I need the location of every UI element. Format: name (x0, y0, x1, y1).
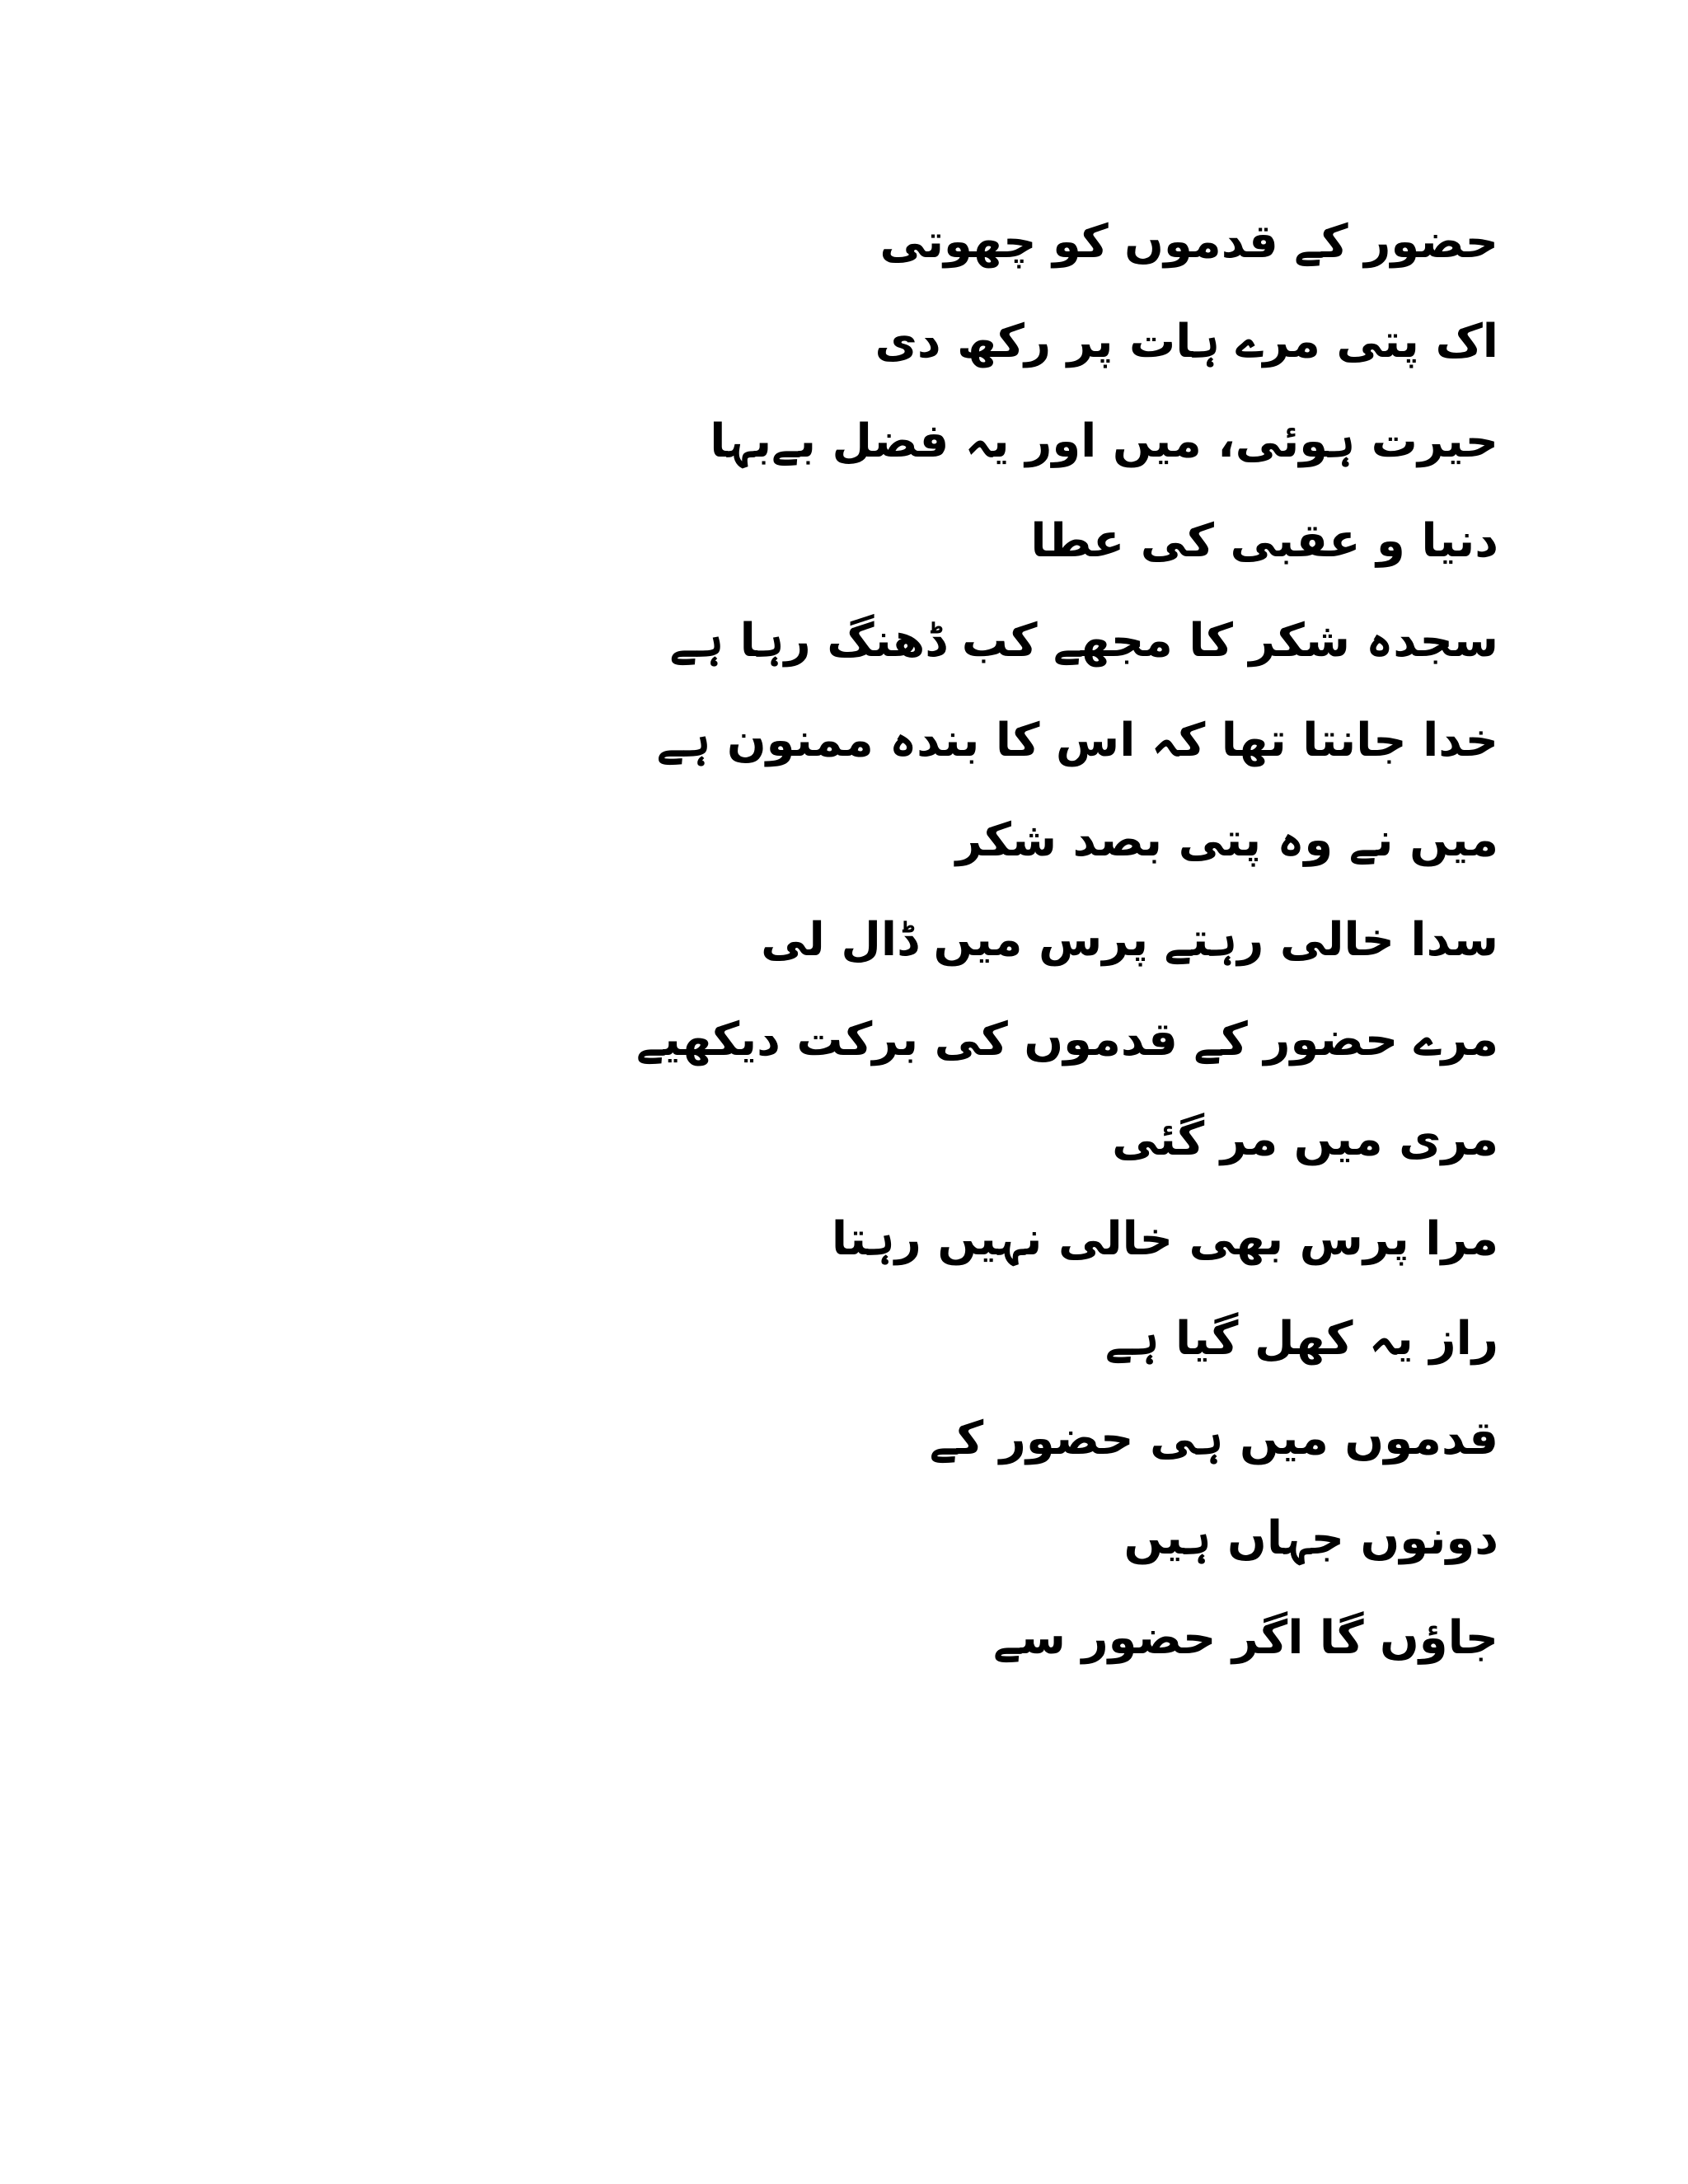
poem-line: قدموں میں ہی حضور کے (929, 1412, 1498, 1465)
poem-line: حیرت ہوئی، میں اور یہ فضل بےبہا (710, 415, 1498, 468)
poem-line: خدا جانتا تھا کہ اس کا بندہ ممنون ہے (656, 714, 1498, 767)
poem-line: دونوں جہاں ہیں (1123, 1511, 1498, 1565)
poem-line: جاؤں گا اگر حضور سے (993, 1611, 1498, 1665)
poem-line: دنیا و عقبی کی عطا (1030, 514, 1498, 568)
poem-line: سدا خالی رہتے پرس میں ڈال لی (761, 913, 1498, 967)
poem-line: میں نے وہ پتی بصد شکر (955, 813, 1498, 867)
poem-line: مرے حضور کے قدموں کی برکت دیکھیے (635, 1013, 1498, 1066)
poem-line: مرا پرس بھی خالی نہیں رہتا (831, 1212, 1498, 1266)
poem-line: اک پتی مرے ہات پر رکھ دی (874, 315, 1498, 368)
poem-line: حضور کے قدموں کو چھوتی (879, 215, 1498, 269)
poem-line: مری میں مر گئی (1112, 1113, 1498, 1166)
poem-body (345, 192, 1498, 1688)
poem-line: راز یہ کھل گیا ہے (1104, 1312, 1498, 1366)
poem-line: سجدہ شکر کا مجھے کب ڈھنگ رہا ہے (669, 614, 1498, 668)
